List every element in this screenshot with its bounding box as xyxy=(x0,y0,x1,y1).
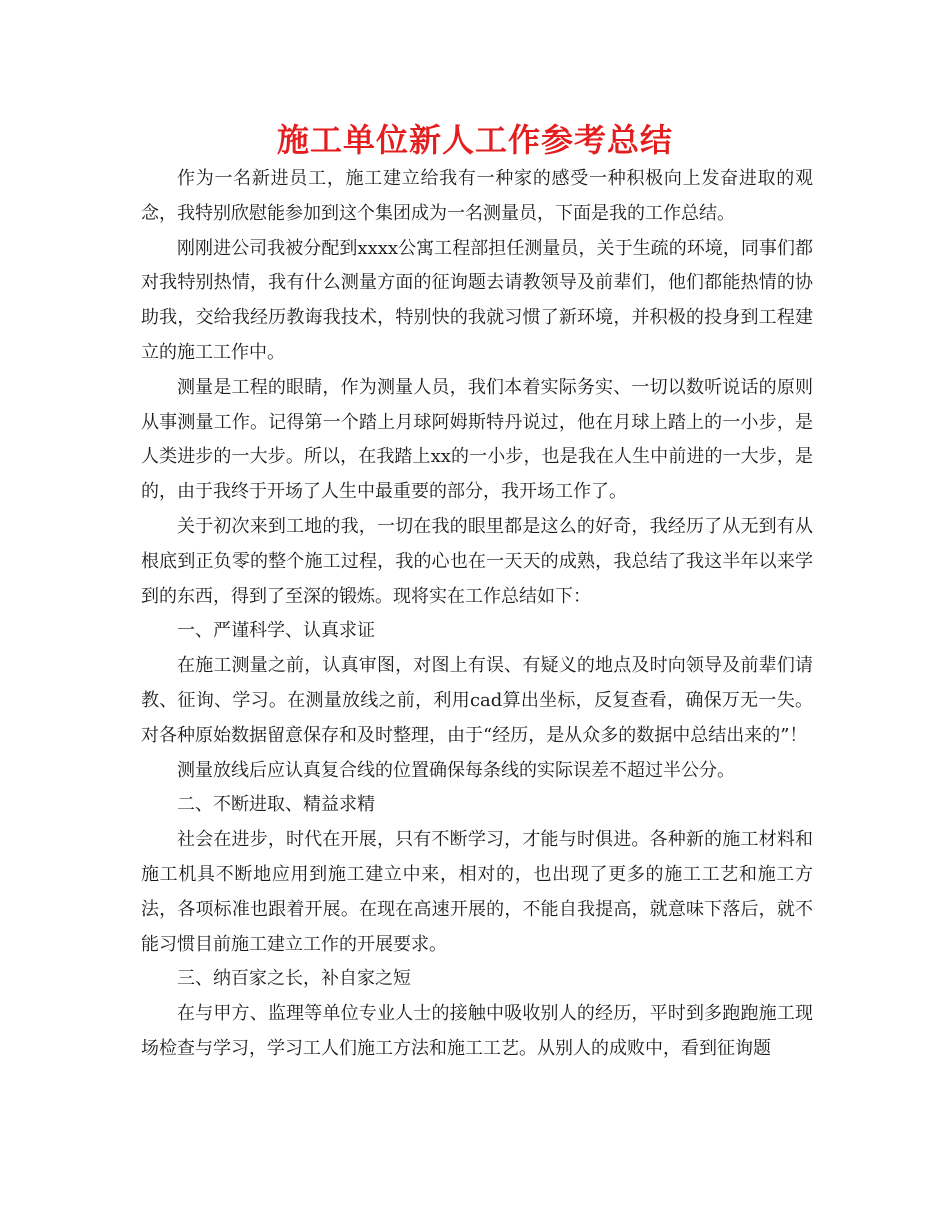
section-heading: 一、严谨科学、认真求证 xyxy=(177,620,375,642)
paragraph: 测量放线后应认真复合线的位置确保每条线的实际误差不超过半公分。 xyxy=(177,759,735,781)
paragraph: 作为一名新进员工，施工建立给我有一种家的感受一种积极向上发奋进取的观念，我特别欣慰能参加到这个集团成为一名测量员，下面是我的工作总结。 xyxy=(141,168,813,224)
section-heading: 三、纳百家之长，补自家之短 xyxy=(177,968,411,990)
document-title: 施工单位新人工作参考总结 xyxy=(276,121,673,159)
paragraph: 社会在进步，时代在开展，只有不断学习，才能与时俱进。各种新的施工材料和施工机具不断地应用到施工建立中来，相对的，也出现了更多的施工工艺和施工方法，各项标准也跟着开展。在现在高速开展的，不能自我提高，就意味下落后，就不能习惯目前施工建立工作的开展要求。 xyxy=(141,829,813,955)
paragraph: 在与甲方、监理等单位专业人士的接触中吸收别人的经历，平时到多跑跑施工现场检查与学习，学习工人们施工方法和施工工艺。从别人的成败中，看到征询题 xyxy=(141,1003,813,1059)
paragraph: 测量是工程的眼睛，作为测量人员，我们本着实际务实、一切以数听说话的原则从事测量工作。记得第一个踏上月球阿姆斯特丹说过，他在月球上踏上的一小步，是人类进步的一大步。所以，在我踏上xx的一小步，也是我在人生中前进的一大步，是的，由于我终于开场了人生中最重要的部分，我开场工作了。 xyxy=(141,376,813,503)
section-heading: 二、不断进取、精益求精 xyxy=(177,794,375,816)
document-body xyxy=(141,162,813,1067)
paragraph: 刚刚进公司我被分配到xxxx公寓工程部担任测量员，关于生疏的环境，同事们都对我特别热情，我有什么测量方面的征询题去请教领导及前辈们，他们都能热情的协助我，交给我经历教诲我技术，特别快的我就习惯了新环境，并积极的投身到工程建立的施工工作中。 xyxy=(141,237,813,363)
paragraph: 在施工测量之前，认真审图，对图上有误、有疑义的地点及时向领导及前辈们请教、征询、学习。在测量放线之前，利用cad算出坐标，反复查看，确保万无一失。对各种原始数据留意保存和及时整理，由于“经历，是从众多的数据中总结出来的”！ xyxy=(141,655,813,746)
paragraph: 关于初次来到工地的我，一切在我的眼里都是这么的好奇，我经历了从无到有从根底到正负零的整个施工过程，我的心也在一天天的成熟，我总结了我这半年以来学到的东西，得到了至深的锻炼。现将实在工作总结如下： xyxy=(141,515,813,607)
